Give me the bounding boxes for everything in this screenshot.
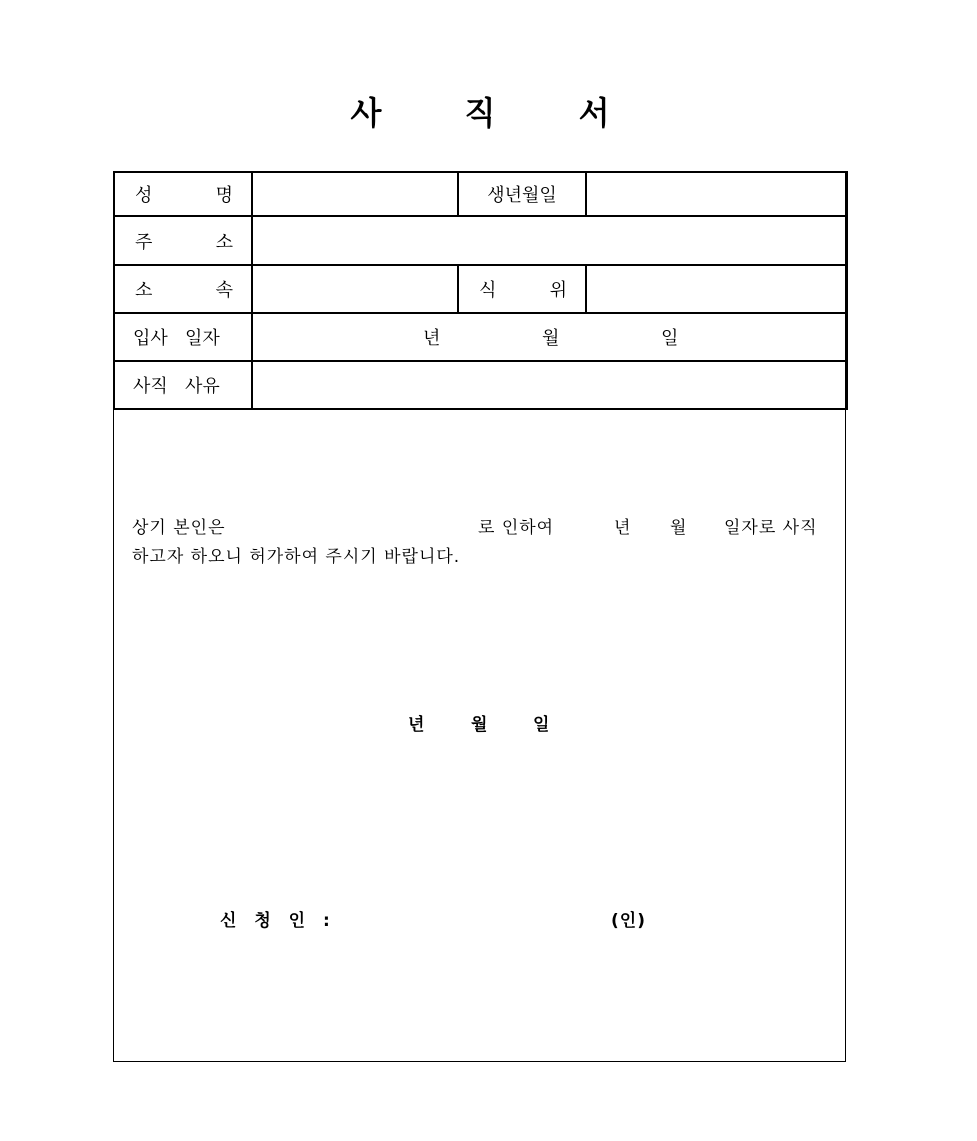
date-day: 일	[533, 715, 551, 735]
name-field[interactable]	[252, 172, 458, 216]
statement-part2: 로 인하여	[478, 518, 555, 538]
statement-part1: 상기 본인은	[132, 518, 226, 538]
document-title: 사 직 서	[350, 94, 646, 132]
date-month: 월	[471, 715, 489, 735]
statement-month: 월	[670, 518, 688, 538]
join-month-label: 월	[542, 328, 560, 349]
applicant-label: 신 청 인 :	[220, 911, 336, 931]
row-department	[114, 265, 847, 313]
department-field[interactable]	[252, 265, 458, 313]
row-join-date	[114, 313, 847, 361]
statement-year: 년	[614, 518, 632, 538]
date-year: 년	[408, 715, 426, 735]
statement-line2: 하고자 하오니 허가하여 주시기 바랍니다.	[132, 547, 461, 567]
department-label: 소 속	[114, 265, 252, 313]
address-field[interactable]	[252, 216, 847, 265]
join-day-label: 일	[661, 328, 679, 349]
position-label: 식 위	[458, 265, 586, 313]
reason-field[interactable]	[252, 361, 847, 409]
position-field[interactable]	[586, 265, 847, 313]
join-date-field[interactable]	[252, 313, 847, 361]
birth-field[interactable]	[586, 172, 847, 216]
statement-part3: 일자로 사직	[724, 518, 818, 538]
reason-label: 사직 사유	[114, 361, 252, 409]
row-name	[114, 172, 847, 216]
birth-label: 생년월일	[458, 172, 586, 216]
row-reason	[114, 361, 847, 409]
name-label: 성 명	[114, 172, 252, 216]
join-date-label: 입사 일자	[114, 313, 252, 361]
address-label: 주 소	[114, 216, 252, 265]
seal-mark: (인)	[611, 911, 646, 931]
info-table	[113, 171, 848, 410]
join-year-label: 년	[423, 328, 441, 349]
row-address	[114, 216, 847, 265]
